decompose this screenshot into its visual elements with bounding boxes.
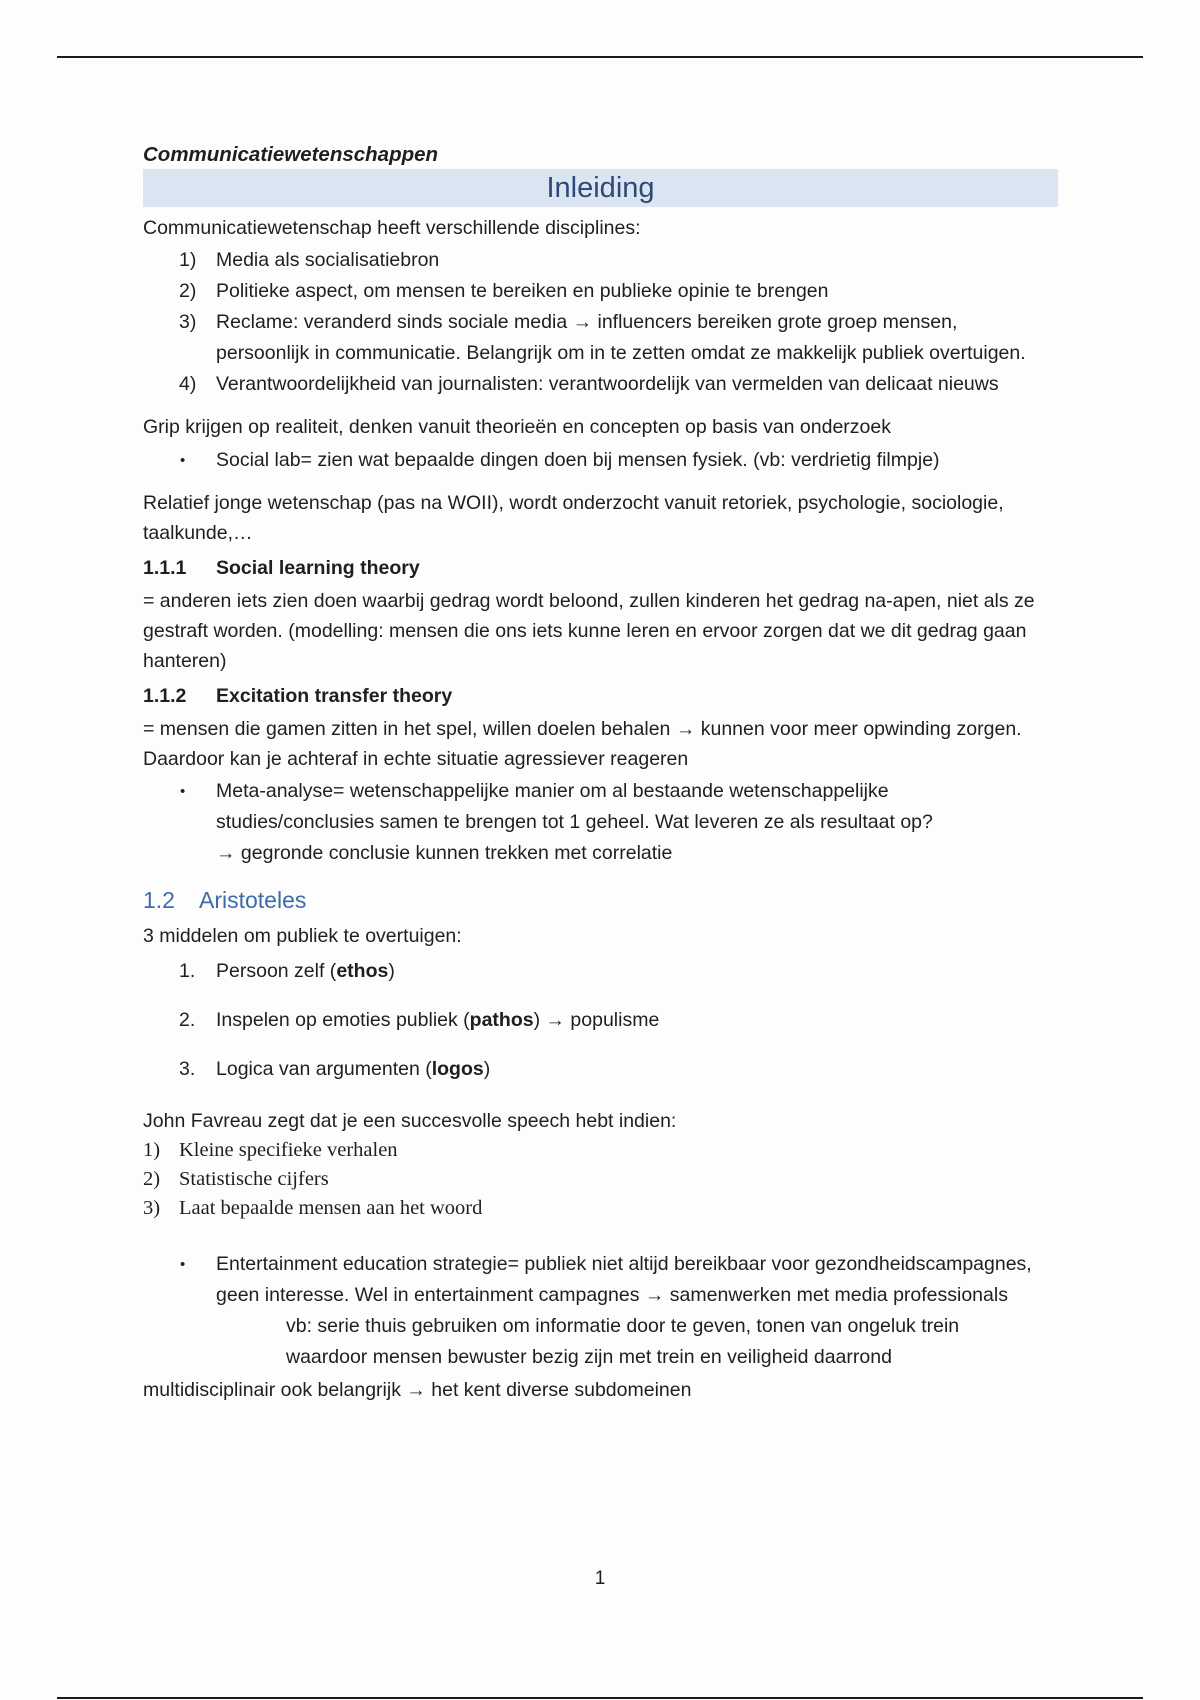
list-item: 4) Verantwoordelijkheid van journalisten: verantwoordelijk van vermelden van delicaat nieuws xyxy=(179,373,999,395)
list-item: 2) Statistische cijfers xyxy=(143,1168,329,1190)
entertainment-bullets xyxy=(143,1249,1058,1311)
excitation-body: = mensen die gamen zitten in het spel, willen doelen behalen → kunnen voor meer opwinding zorgen. Daardoor kan je achteraf in echte situatie agressiever reageren xyxy=(143,718,1022,770)
intro-paragraph: Communicatiewetenschap heeft verschillende disciplines: xyxy=(143,217,641,239)
list-item: 1) Kleine specifieke verhalen xyxy=(143,1139,398,1161)
heading-1-1-2: 1.1.2 Excitation transfer theory xyxy=(143,685,453,707)
list-item: 3) Laat bepaalde mensen aan het woord xyxy=(143,1197,483,1219)
bullet-icon: • xyxy=(180,452,186,469)
grip-bullets xyxy=(143,445,1058,476)
footer-rule xyxy=(57,1697,1143,1699)
list-item: 1) Media als socialisatiebron xyxy=(179,249,440,271)
heading-1-1-1: 1.1.1 Social learning theory xyxy=(143,557,420,579)
favreau-paragraph: John Favreau zegt dat je een succesvolle speech hebt indien: xyxy=(143,1110,677,1132)
relatief-paragraph: Relatief jonge wetenschap (pas na WOII), wordt onderzocht vanuit retoriek, psychologie, sociologie, taalkunde,… xyxy=(143,492,1004,544)
list-item: 1. Persoon zelf (ethos) xyxy=(179,960,395,982)
header-rule xyxy=(57,56,1143,58)
heading-inleiding: Inleiding xyxy=(143,169,1058,207)
list-item: 2) Politieke aspect, om mensen te bereiken en publieke opinie te brengen xyxy=(179,280,829,302)
heading-1-2: 1.2 Aristoteles xyxy=(143,887,307,913)
meta-bullets xyxy=(143,776,1058,869)
aristoteles-list xyxy=(143,947,1058,1094)
closing-paragraph: multidisciplinair ook belangrijk → het kent diverse subdomeinen xyxy=(143,1379,692,1401)
aristoteles-intro: 3 middelen om publiek te overtuigen: xyxy=(143,925,462,947)
list-item: • Entertainment education strategie= publiek niet altijd bereikbaar voor gezondheidscampagnes, geen interesse. Wel in entertainment campagnes → samenwerken met media professionals xyxy=(143,1249,1058,1311)
favreau-list xyxy=(143,1136,1058,1223)
entertainment-example: vb: serie thuis gebruiken om informatie door te geven, tonen van ongeluk trein waardoor mensen bewuster bezig zijn met trein en veiligheid daarrond xyxy=(286,1315,960,1368)
list-item: 2. Inspelen op emoties publiek (pathos) → populisme xyxy=(179,1009,660,1031)
page-number: 1 xyxy=(594,1568,606,1589)
bullet-icon: • xyxy=(180,1256,186,1273)
list-item: 3) Reclame: veranderd sinds sociale media → influencers bereiken grote groep mensen, persoonlijk in communicatie. Belangrijk om in te zetten omdat ze makkelijk publiek overtuigen. xyxy=(179,311,1026,364)
list-item: 3. Logica van argumenten (logos) xyxy=(179,1058,491,1080)
list-item: • Meta-analyse= wetenschappelijke manier om al bestaande wetenschappelijke studies/conclusies samen te brengen tot 1 geheel. Wat leveren ze als resultaat op? → gegronde conclusie kunnen trekken met correlatie xyxy=(143,776,1058,869)
document-title: Communicatiewetenschappen xyxy=(143,143,439,166)
document-page xyxy=(143,143,1058,1405)
disciplines-list xyxy=(143,245,1058,400)
bullet-icon: • xyxy=(180,783,186,800)
list-item: • Social lab= zien wat bepaalde dingen doen bij mensen fysiek. (vb: verdrietig filmpje) xyxy=(143,445,1058,476)
social-learning-body: = anderen iets zien doen waarbij gedrag wordt beloond, zullen kinderen het gedrag na-apen, niet als ze gestraft worden. (modelling: mensen die ons iets kunne leren en ervoor zorgen dat we dit gedrag gaan hanteren) xyxy=(143,590,1035,672)
grip-paragraph: Grip krijgen op realiteit, denken vanuit theorieën en concepten op basis van onderzoek xyxy=(143,416,891,438)
